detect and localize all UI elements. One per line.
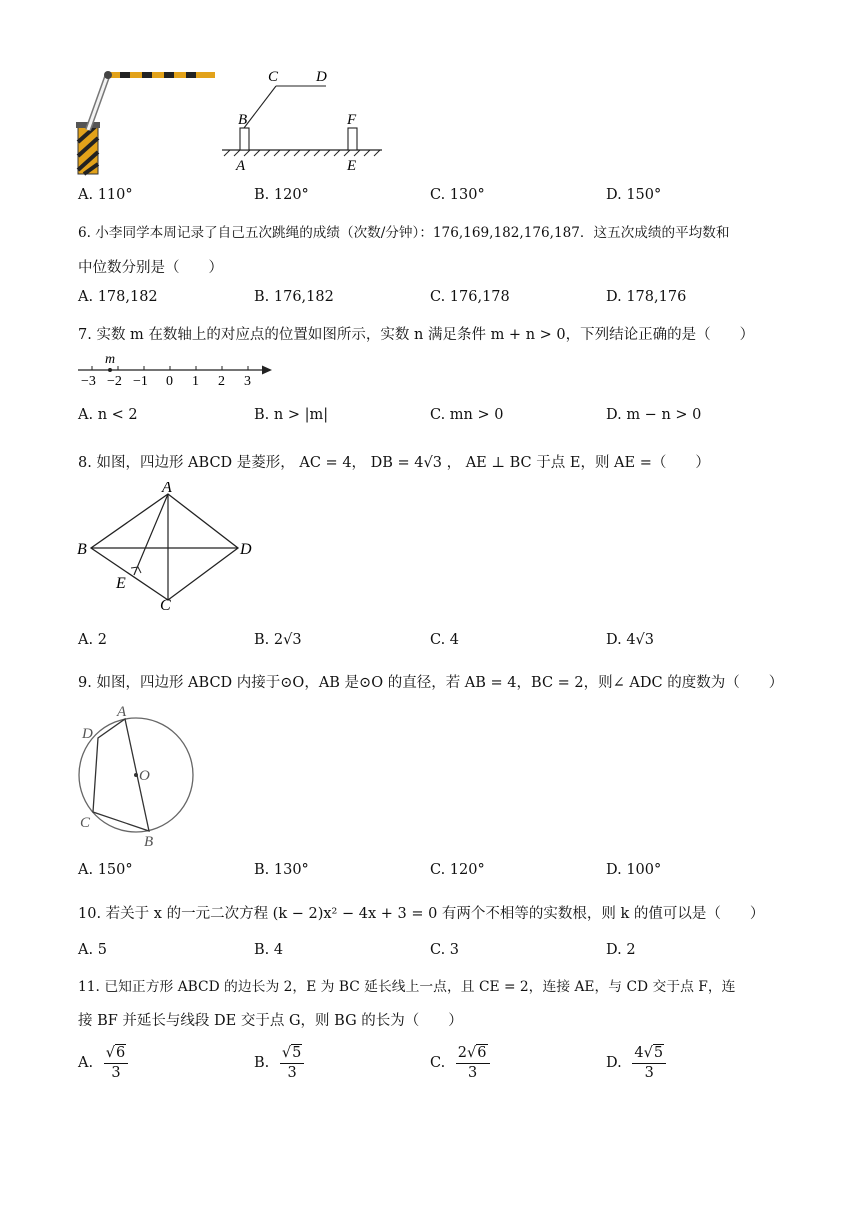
label-C: C (80, 815, 91, 831)
radicand: 5 (292, 1045, 302, 1061)
label-E: E (116, 575, 126, 592)
q11-option-d[interactable] (606, 1044, 666, 1082)
q6-option-c[interactable]: C. 176,178 (430, 289, 510, 305)
q9-text: 9. 如图，四边形 ABCD 内接于⊙O，AB 是⊙O 的直径，若 AB = 4，BC = 2，则∠ ADC 的度数为（ ） (78, 675, 784, 691)
q7-text: 7. 实数 m 在数轴上的对应点的位置如图所示，实数 n 满足条件 m + n > 0，下列结论正确的是（ ） (78, 327, 755, 343)
q10-option-b[interactable]: B. 4 (254, 942, 284, 958)
tick-label: 0 (166, 374, 173, 389)
q8-rhombus-figure (74, 482, 264, 617)
coefficient: 2 (457, 1045, 468, 1061)
q11-text-line2: 接 BF 并延长与线段 DE 交于点 G，则 BG 的长为（ ） (78, 1013, 463, 1029)
tick-label: −1 (133, 374, 148, 389)
label-C: C (160, 597, 171, 614)
label-B: B (238, 112, 248, 128)
q7-option-b[interactable]: B. n > |m| (254, 407, 329, 423)
q11-option-c[interactable] (430, 1044, 490, 1082)
radicand: 5 (653, 1045, 664, 1061)
fraction: $\frac{√5}{3}$ (280, 1044, 304, 1082)
q8-option-a[interactable]: A. 2 (78, 632, 107, 648)
fraction: $\frac{4√5}{3}$ (632, 1044, 666, 1082)
q5-option-a[interactable]: A. 110° (78, 187, 133, 203)
q9-option-c[interactable]: C. 120° (430, 862, 485, 878)
q10-option-c[interactable]: C. 3 (430, 942, 460, 958)
coefficient: 4 (634, 1045, 644, 1061)
label-C: C (268, 69, 279, 85)
q8-option-b[interactable]: B. 2√3 (254, 632, 302, 648)
fraction: $\frac{2√6}{3}$ (456, 1044, 490, 1082)
tick-label: 3 (244, 374, 251, 389)
label-B: B (144, 834, 154, 850)
q5-option-c[interactable]: C. 130° (430, 187, 485, 203)
option-letter: A. (78, 1055, 94, 1071)
q10-option-d[interactable]: D. 2 (606, 942, 636, 958)
q9-option-b[interactable]: B. 130° (254, 862, 309, 878)
q5-option-b[interactable]: B. 120° (254, 187, 309, 203)
q8-option-c[interactable]: C. 4 (430, 632, 460, 648)
q11-option-a[interactable] (78, 1044, 128, 1082)
q8-text: 8. 如图，四边形 ABCD 是菱形， AC = 4， DB = 4√3 ， AE ⊥ BC 于点 E，则 AE =（ ） (78, 455, 710, 471)
m-point-label: m (105, 352, 116, 367)
q7-option-a[interactable]: A. n < 2 (78, 407, 138, 423)
fraction: $\frac{√6}{3}$ (104, 1044, 128, 1082)
barrier-gate-figure (70, 62, 220, 177)
denominator: 3 (644, 1065, 654, 1081)
q6-text-line2: 中位数分别是（ ） (78, 260, 223, 276)
label-A: A (117, 704, 127, 720)
label-O: O (139, 768, 150, 784)
denominator: 3 (287, 1065, 297, 1081)
label-E: E (347, 158, 357, 174)
radicand: 6 (115, 1045, 126, 1061)
tick-label: 2 (218, 374, 225, 389)
q5-geometry-figure (218, 66, 388, 178)
denominator: 3 (468, 1065, 478, 1081)
denominator: 3 (111, 1065, 121, 1081)
label-D: D (82, 726, 93, 742)
option-letter: C. (430, 1055, 446, 1071)
q5-option-d[interactable]: D. 150° (606, 187, 662, 203)
label-A: A (162, 482, 172, 496)
q7-option-c[interactable]: C. mn > 0 (430, 407, 504, 423)
q9-circle-figure (74, 700, 204, 850)
q6-option-d[interactable]: D. 178,176 (606, 289, 687, 305)
tick-label: 1 (192, 374, 199, 389)
q11-text-line1: 11. 已知正方形 ABCD 的边长为 2，E 为 BC 延长线上一点，且 CE = 2，连接 AE，与 CD 交于点 F，连 (78, 979, 736, 995)
q7-number-line (76, 350, 276, 390)
radicand: 6 (477, 1045, 487, 1061)
option-letter: B. (254, 1055, 270, 1071)
q9-option-d[interactable]: D. 100° (606, 862, 662, 878)
q9-option-a[interactable]: A. 150° (78, 862, 133, 878)
q6-option-b[interactable]: B. 176,182 (254, 289, 334, 305)
q10-text: 10. 若关于 x 的一元二次方程 (k − 2)x² − 4x + 3 = 0 有两个不相等的实数根，则 k 的值可以是（ ） (78, 906, 765, 922)
q8-option-d[interactable]: D. 4√3 (606, 632, 655, 648)
tick-label: −2 (107, 374, 122, 389)
tick-label: −3 (81, 374, 96, 389)
label-D: D (240, 541, 252, 558)
q11-option-b[interactable] (254, 1044, 304, 1082)
q6-text-line1: 6. 小李同学本周记录了自己五次跳绳的成绩（次数/分钟）：176,169,182,176,187．这五次成绩的平均数和 (78, 225, 730, 241)
q10-option-a[interactable]: A. 5 (78, 942, 107, 958)
option-letter: D. (606, 1055, 622, 1071)
q6-option-a[interactable]: A. 178,182 (78, 289, 158, 305)
label-B: B (77, 541, 87, 558)
label-D: D (316, 69, 327, 85)
label-A: A (236, 158, 246, 174)
label-F: F (347, 112, 357, 128)
q7-option-d[interactable]: D. m − n > 0 (606, 407, 702, 423)
